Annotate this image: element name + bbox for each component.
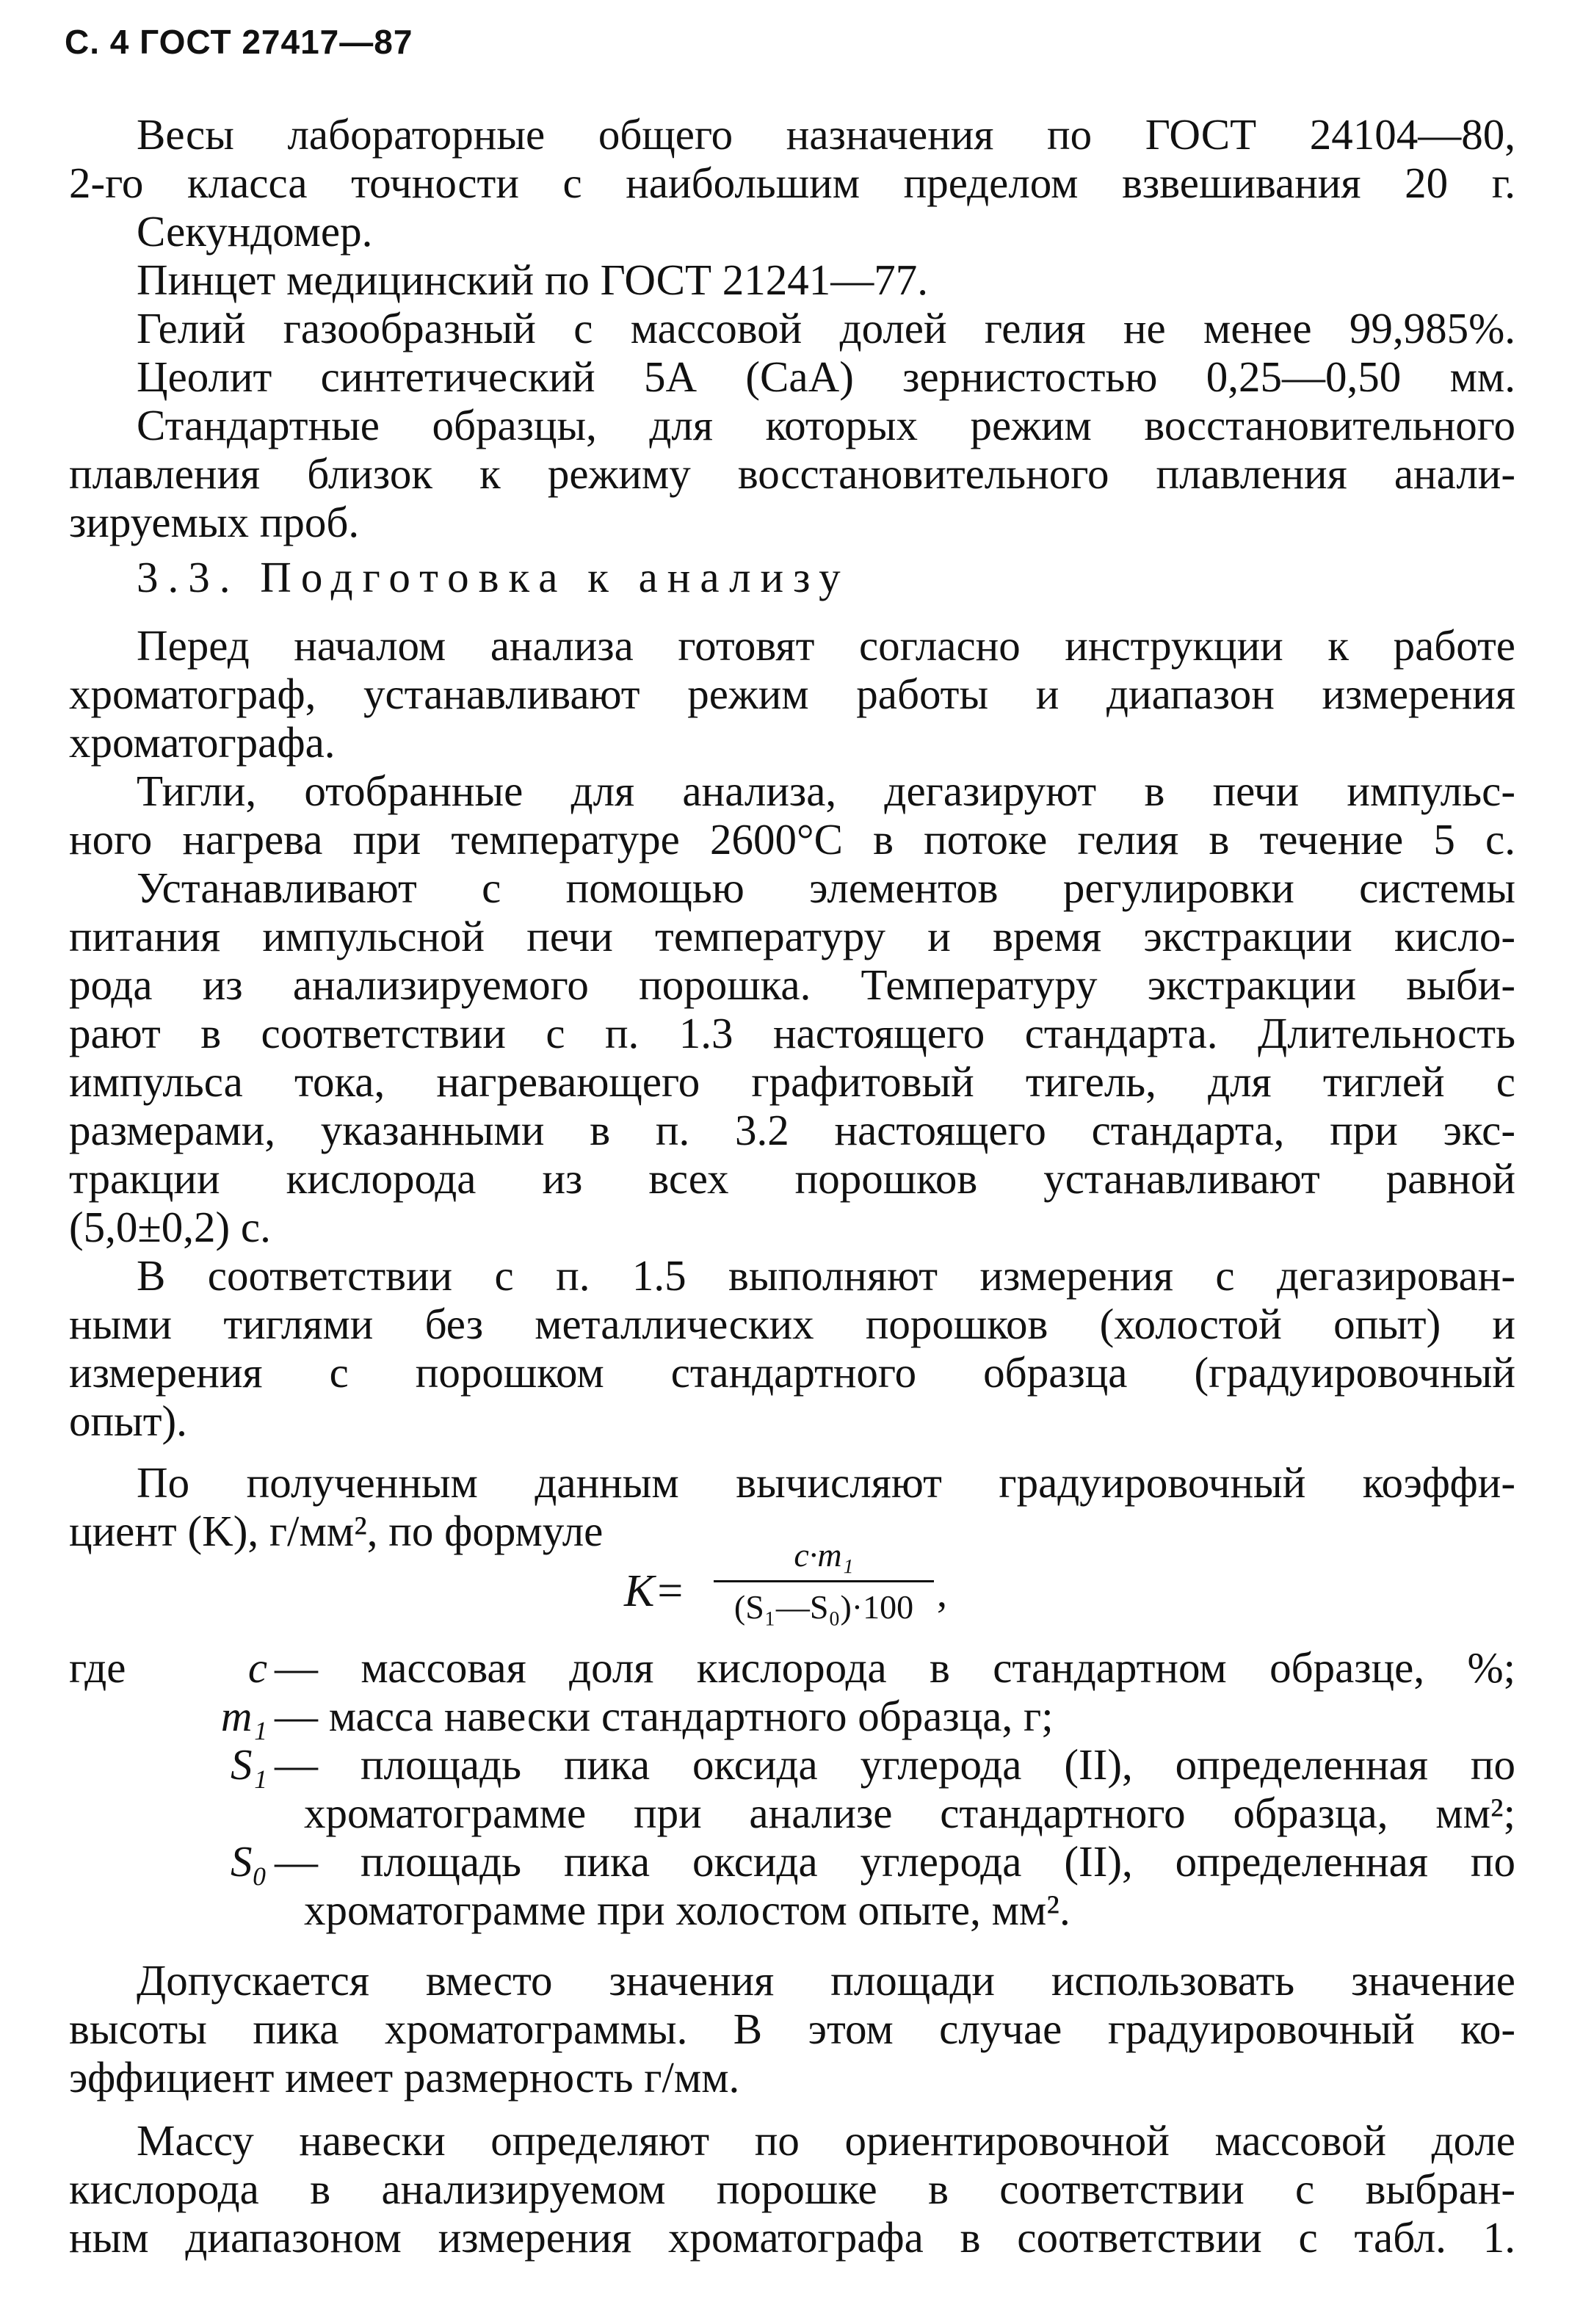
- fraction-bar: [714, 1580, 934, 1582]
- text-line: 2-го класса точности с наибольшим пределом взвешивания 20 г.: [69, 159, 1515, 207]
- definition-row: [69, 1886, 1515, 1934]
- text-line: размерами, указанными в п. 3.2 настоящего стандарта, при экс-: [69, 1106, 1515, 1154]
- page-header: С. 4 ГОСТ 27417—87: [65, 23, 413, 61]
- preparation-text: [69, 621, 1515, 1555]
- text-line: рают в соответствии с п. 1.3 настоящего стандарта. Длительность: [69, 1009, 1515, 1057]
- text-line: Массу навески определяют по ориентировочной массовой доле: [137, 2116, 1515, 2165]
- text-line: Секундомер.: [137, 207, 373, 256]
- text-line: ным диапазоном измерения хроматографа в соответствии с табл. 1.: [69, 2213, 1515, 2262]
- text-line: Допускается вместо значения площади использовать значение: [137, 1956, 1515, 2005]
- text-line: рода из анализируемого порошка. Температуру экстракции выби-: [69, 960, 1515, 1009]
- definition-row: [69, 1837, 1515, 1886]
- section-title: 3.3. Подготовка к анализу: [137, 553, 850, 601]
- text-line: питания импульсной печи температуру и время экстракции кисло-: [69, 912, 1515, 960]
- text-line: Пинцет медицинский по ГОСТ 21241—77.: [137, 256, 929, 304]
- definition-text: — масса навески стандартного образца, г;: [275, 1692, 1054, 1740]
- definition-text: хроматограмме при анализе стандартного образца, мм²;: [304, 1789, 1515, 1837]
- definition-row: [69, 1740, 1515, 1789]
- text-line: Устанавливают с помощью элементов регулировки системы: [137, 864, 1515, 912]
- definition-symbol: c: [247, 1643, 267, 1692]
- text-line: Перед началом анализа готовят согласно инструкции к работе: [137, 621, 1515, 670]
- text-line: измерения с порошком стандартного образца (градуировочный: [69, 1348, 1515, 1397]
- text-line: Цеолит синтетический 5А (СаА) зернистостью 0,25—0,50 мм.: [137, 352, 1515, 401]
- text-line: импульса тока, нагревающего графитовый тигель, для тиглей с: [69, 1057, 1515, 1106]
- text-line: зируемых проб.: [69, 498, 360, 546]
- definition-symbol: S₁: [230, 1740, 267, 1789]
- text-line: ного нагрева при температуре 2600°С в потоке гелия в течение 5 с.: [69, 815, 1515, 864]
- formula-trail: ,: [937, 1571, 947, 1616]
- text-line: хроматограф, устанавливают режим работы и диапазон измерения: [69, 670, 1515, 718]
- definition-text: — площадь пика оксида углерода (II), определенная по: [275, 1740, 1515, 1789]
- text-line: кислорода в анализируемом порошке в соответствии с выбран-: [69, 2165, 1515, 2213]
- text-line: тракции кислорода из всех порошков устанавливают равной: [69, 1154, 1515, 1203]
- formula-numerator: c·m₁: [794, 1536, 854, 1574]
- text-line: Тигли, отобранные для анализа, дегазируют в печи импульс-: [137, 767, 1515, 815]
- definition-text: — массовая доля кислорода в стандартном образце, %;: [275, 1643, 1515, 1692]
- definition-text: — площадь пика оксида углерода (II), определенная по: [275, 1837, 1515, 1886]
- text-line: Весы лабораторные общего назначения по ГОСТ 24104—80,: [137, 110, 1515, 159]
- equipment-list: [69, 110, 1515, 546]
- text-line: плавления близок к режиму восстановительного плавления анали-: [69, 449, 1515, 498]
- definition-symbol: m₁: [220, 1692, 267, 1740]
- text-line: хроматографа.: [69, 718, 336, 767]
- text-line: По полученным данным вычисляют градуировочный коэффи-: [137, 1458, 1515, 1507]
- text-line: Стандартные образцы, для которых режим восстановительного: [137, 401, 1515, 449]
- text-line: опыт).: [69, 1397, 187, 1445]
- text-line: высоты пика хроматограммы. В этом случае градуировочный ко-: [69, 2005, 1515, 2053]
- calibration-formula: [624, 1535, 977, 1637]
- sample-mass-text: [69, 2116, 1515, 2262]
- text-line: эффициент имеет размерность г/мм.: [69, 2053, 740, 2102]
- text-line: (5,0±0,2) с.: [69, 1203, 271, 1251]
- text-line: В соответствии с п. 1.5 выполняют измерения с дегазирован-: [137, 1251, 1515, 1300]
- text-line: циент (K), г/мм², по формуле: [69, 1507, 604, 1555]
- definition-row: [69, 1789, 1515, 1837]
- formula-definitions: [69, 1643, 1515, 1934]
- definition-row: [69, 1643, 1515, 1692]
- definition-lead: где: [69, 1643, 126, 1692]
- note-text: [69, 1956, 1515, 2102]
- formula-denominator: (S₁—S₀)·100: [733, 1588, 914, 1626]
- definition-row: [69, 1692, 1515, 1740]
- definition-text: хроматограмме при холостом опыте, мм².: [304, 1886, 1070, 1934]
- text-line: Гелий газообразный с массовой долей гелия не менее 99,985%.: [137, 304, 1515, 352]
- text-line: ными тиглями без металлических порошков (холостой опыт) и: [69, 1300, 1515, 1348]
- formula-lhs: K=: [624, 1566, 686, 1616]
- formula-fraction: [714, 1535, 934, 1628]
- definition-symbol: S₀: [230, 1837, 267, 1886]
